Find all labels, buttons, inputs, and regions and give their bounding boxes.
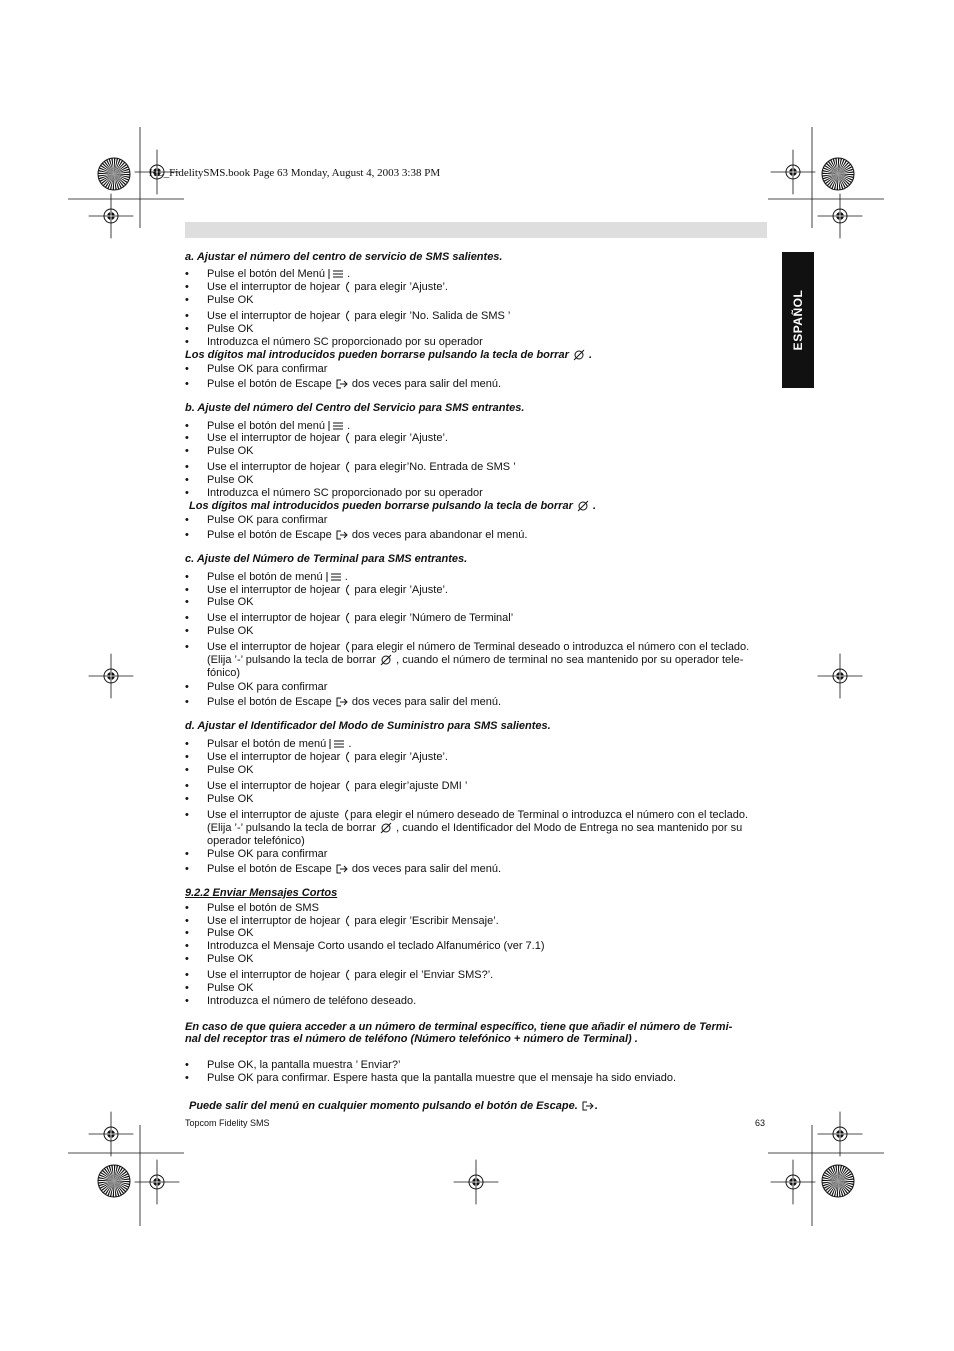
escape-icon xyxy=(335,529,349,541)
delete-icon xyxy=(379,822,393,834)
escape-icon xyxy=(335,378,349,390)
delete-icon xyxy=(572,349,586,361)
escape-icon xyxy=(581,1100,595,1112)
registration-star-icon xyxy=(822,1165,854,1197)
scroll-icon xyxy=(343,751,351,763)
note: Los dígitos mal introducidos pueden borrarse pulsando la tecla de borrar . xyxy=(189,500,597,512)
menu-icon xyxy=(328,420,344,432)
registration-star-icon xyxy=(822,158,854,190)
footer-brand: Topcom Fidelity SMS xyxy=(185,1118,270,1128)
note-terminal-2: nal del receptor tras el número de teléfono (Número telefónico + número de Terminal) . xyxy=(185,1033,638,1045)
scroll-icon xyxy=(343,915,351,927)
crosshair-target-icon xyxy=(135,1160,180,1205)
print-info: HL_FidelitySMS.book Page 63 Monday, August 4, 2003 3:38 PM xyxy=(149,167,441,179)
header-bar xyxy=(185,222,767,238)
note: Los dígitos mal introducidos pueden borrarse pulsando la tecla de borrar . xyxy=(185,349,593,361)
crosshair-target-icon xyxy=(89,654,134,699)
section-b-heading: b. Ajuste del número del Centro del Servicio para SMS entrantes. xyxy=(185,402,525,414)
section-a-heading: a. Ajustar el número del centro de servicio de SMS salientes. xyxy=(185,251,503,263)
escape-icon xyxy=(335,863,349,875)
crosshair-target-icon xyxy=(89,1112,134,1157)
delete-icon xyxy=(379,654,393,666)
crosshair-target-icon xyxy=(454,1160,499,1205)
registration-star-icon xyxy=(98,158,130,190)
crosshair-target-icon xyxy=(818,654,863,699)
note-terminal-1: En caso de que quiera acceder a un número de terminal específico, tiene que añadir el número de Termi- xyxy=(185,1021,733,1033)
escape-icon xyxy=(335,696,349,708)
crosshair-target-icon xyxy=(771,1160,816,1205)
delete-icon xyxy=(576,500,590,512)
section-c-heading: c. Ajuste del Número de Terminal para SMS entrantes. xyxy=(185,553,468,565)
crosshair-target-icon xyxy=(89,194,134,239)
scroll-icon xyxy=(343,281,351,293)
crosshair-target-icon xyxy=(818,1112,863,1157)
scroll-icon xyxy=(343,461,351,473)
note-escape: Puede salir del menú en cualquier momento pulsando el botón de Escape. . xyxy=(189,1100,598,1112)
menu-icon xyxy=(326,571,342,583)
crosshair-target-icon xyxy=(818,194,863,239)
crosshair-target-icon xyxy=(771,150,816,195)
scroll-icon xyxy=(343,310,351,322)
scroll-icon xyxy=(343,780,351,792)
scroll-icon xyxy=(343,584,351,596)
registration-star-icon xyxy=(98,1165,130,1197)
menu-icon xyxy=(329,738,345,750)
scroll-icon xyxy=(343,612,351,624)
scroll-icon xyxy=(343,969,351,981)
section-send-heading: 9.2.2 Enviar Mensajes Cortos xyxy=(185,887,338,899)
section-d-heading: d. Ajustar el Identificador del Modo de Suministro para SMS salientes. xyxy=(185,720,551,732)
language-tab: ESPAÑOL xyxy=(782,252,814,388)
scroll-icon xyxy=(342,809,350,821)
menu-icon xyxy=(328,268,344,280)
scroll-icon xyxy=(343,432,351,444)
page-number: 63 xyxy=(755,1118,766,1128)
